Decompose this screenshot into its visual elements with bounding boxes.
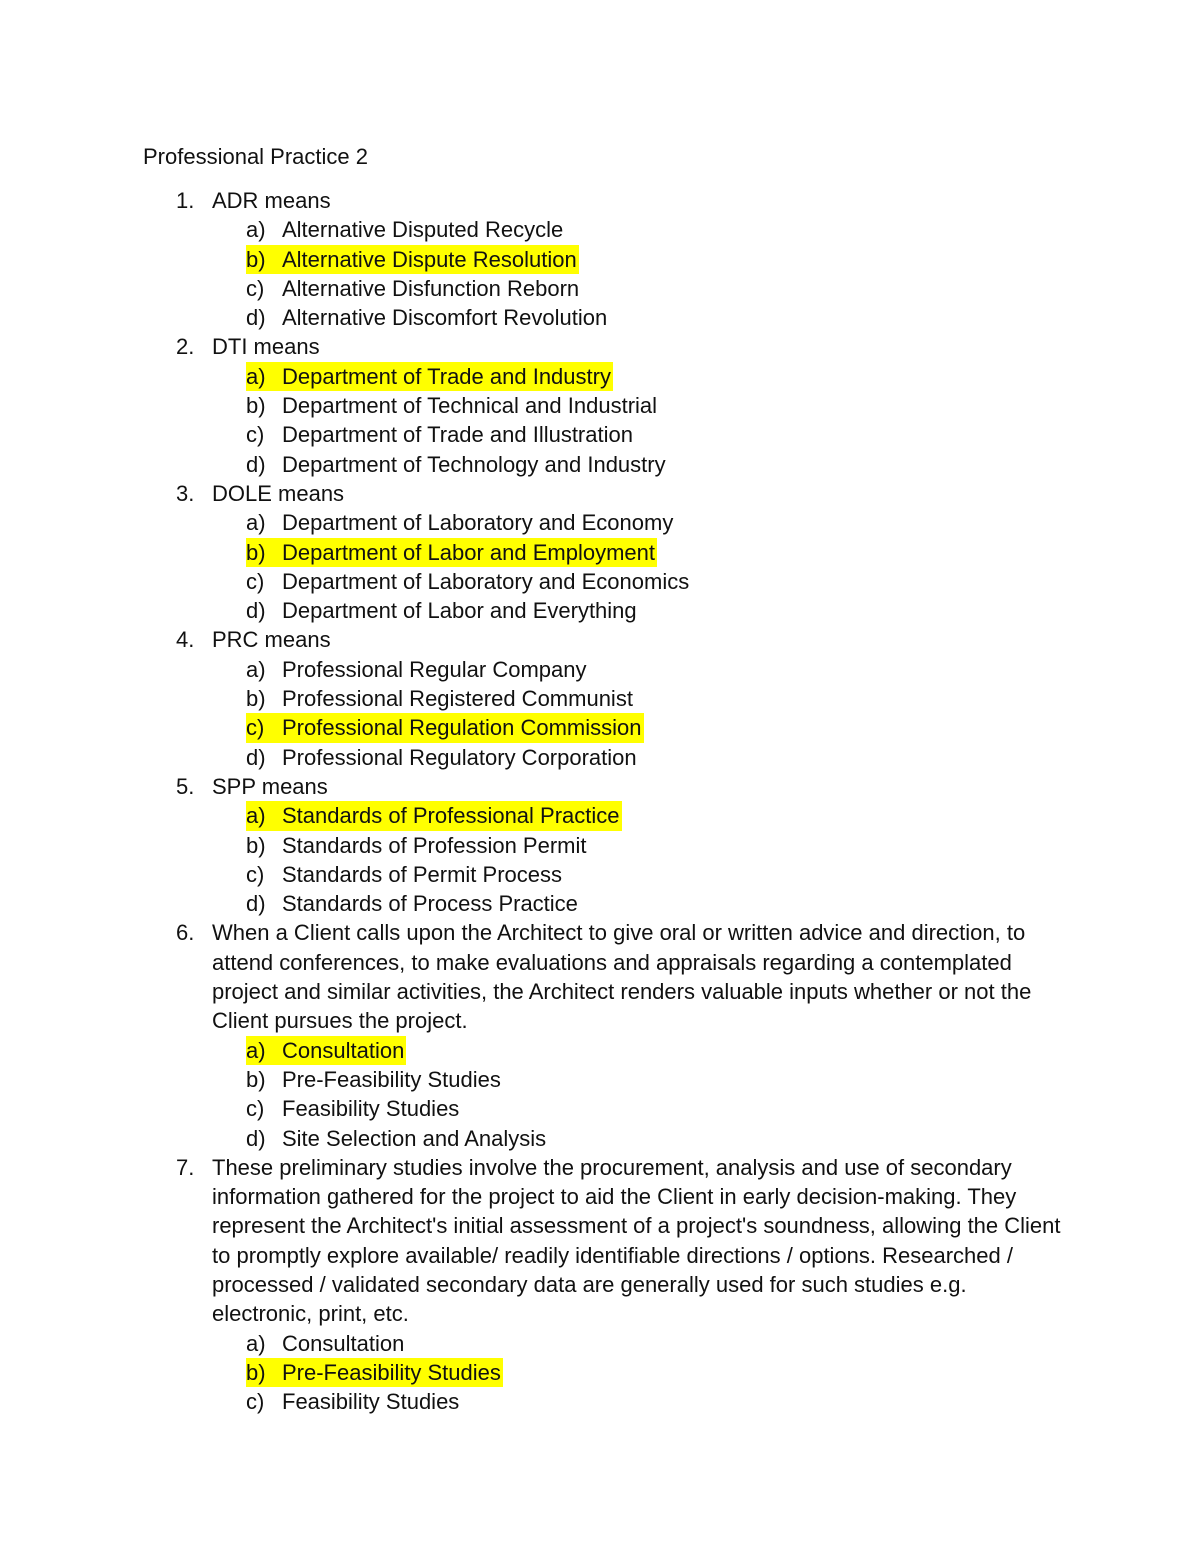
option-text: Alternative Dispute Resolution (282, 246, 577, 272)
option-text: Professional Regular Company (282, 656, 587, 682)
option-text: Alternative Disfunction Reborn (282, 275, 580, 301)
option-text: Standards of Professional Practice (282, 803, 620, 829)
option-text: Consultation (282, 1037, 405, 1063)
answer-option-highlighted (0, 1036, 1200, 1065)
question-stem-block (0, 1153, 1200, 1329)
question-stem: These preliminary studies involve the procurement, analysis and use of secondary information gathered for the project to aid the Client in early decision-making. They represent the Architect's initial assessment of a project's soundness, allowing the Client to promptly explore available/ readily identifiable directions / options. Researched / processed / validated secondary data are generally used for such studies e.g. electronic, print, etc. (212, 1154, 1061, 1327)
answer-option (0, 1094, 1200, 1123)
answer-option (0, 508, 1200, 537)
option-wrap (246, 1329, 406, 1358)
answer-option-highlighted (0, 1358, 1200, 1387)
option-list (0, 655, 1200, 772)
option-wrap (246, 655, 589, 684)
answer-option (0, 860, 1200, 889)
answer-option (0, 684, 1200, 713)
question-number: 5. (176, 773, 195, 799)
option-letter: a) (246, 510, 266, 536)
option-wrap (246, 245, 579, 274)
answer-option-highlighted (0, 801, 1200, 830)
option-wrap (246, 538, 657, 567)
option-wrap (246, 831, 588, 860)
question-number: 3. (176, 480, 195, 506)
answer-option (0, 1329, 1200, 1358)
option-letter: d) (246, 305, 266, 331)
option-letter: c) (246, 275, 265, 301)
option-letter: c) (246, 861, 265, 887)
option-wrap (246, 1065, 503, 1094)
question-stem-block (0, 918, 1200, 1035)
question-item (0, 918, 1200, 1152)
option-letter: a) (246, 803, 266, 829)
option-list (0, 1329, 1200, 1417)
question-stem-block (0, 186, 1200, 215)
option-letter: b) (246, 539, 266, 565)
option-text: Department of Trade and Illustration (282, 422, 633, 448)
question-item (0, 772, 1200, 918)
option-wrap (246, 860, 564, 889)
option-wrap (246, 684, 635, 713)
option-wrap (246, 450, 668, 479)
question-number: 7. (176, 1154, 195, 1180)
answer-option (0, 215, 1200, 244)
option-letter: b) (246, 832, 266, 858)
answer-option-highlighted (0, 538, 1200, 567)
option-text: Department of Laboratory and Economics (282, 568, 690, 594)
document-title: Professional Practice 2 (143, 144, 368, 169)
option-text: Feasibility Studies (282, 1389, 460, 1415)
question-stem: PRC means (212, 627, 331, 653)
option-text: Professional Regulation Commission (282, 715, 642, 741)
question-stem: DOLE means (212, 480, 345, 506)
question-stem: SPP means (212, 773, 328, 799)
answer-option-highlighted (0, 713, 1200, 742)
answer-option (0, 567, 1200, 596)
option-wrap (246, 1094, 461, 1123)
option-wrap (246, 713, 644, 742)
option-wrap (246, 1036, 406, 1065)
option-wrap (246, 274, 581, 303)
option-letter: a) (246, 656, 266, 682)
answer-option (0, 743, 1200, 772)
option-letter: b) (246, 246, 266, 272)
option-text: Standards of Profession Permit (282, 832, 587, 858)
option-wrap (246, 596, 639, 625)
option-letter: b) (246, 1066, 266, 1092)
question-item (0, 1153, 1200, 1417)
option-letter: b) (246, 1359, 266, 1385)
option-text: Alternative Discomfort Revolution (282, 305, 608, 331)
option-wrap (246, 743, 639, 772)
option-list (0, 801, 1200, 918)
answer-option-highlighted (0, 245, 1200, 274)
option-letter: a) (246, 1037, 266, 1063)
answer-option (0, 1065, 1200, 1094)
option-wrap (246, 1387, 461, 1416)
option-letter: d) (246, 598, 266, 624)
answer-option (0, 303, 1200, 332)
question-number: 4. (176, 627, 195, 653)
option-wrap (246, 567, 691, 596)
option-text: Pre-Feasibility Studies (282, 1359, 501, 1385)
answer-option (0, 831, 1200, 860)
option-wrap (246, 215, 565, 244)
answer-option (0, 1124, 1200, 1153)
option-wrap (246, 889, 580, 918)
option-letter: c) (246, 1389, 265, 1415)
question-stem-block (0, 772, 1200, 801)
option-text: Department of Labor and Employment (282, 539, 655, 565)
answer-option-highlighted (0, 362, 1200, 391)
option-text: Site Selection and Analysis (282, 1125, 547, 1151)
question-stem: DTI means (212, 334, 320, 360)
question-stem: When a Client calls upon the Architect to give oral or written advice and direction, to attend conferences, to make evaluations and appraisals regarding a contemplated project and similar activities, the Architect renders valuable inputs whether or not the Client pursues the project. (212, 920, 1032, 1034)
answer-option (0, 391, 1200, 420)
option-wrap (246, 1124, 548, 1153)
option-text: Alternative Disputed Recycle (282, 217, 564, 243)
question-stem-block (0, 479, 1200, 508)
option-list (0, 508, 1200, 625)
option-list (0, 1036, 1200, 1153)
question-item (0, 332, 1200, 478)
option-wrap (246, 801, 622, 830)
option-wrap (246, 362, 613, 391)
question-stem: ADR means (212, 188, 331, 213)
option-letter: c) (246, 715, 265, 741)
answer-option (0, 596, 1200, 625)
question-item (0, 186, 1200, 332)
question-list (0, 186, 1200, 1416)
option-letter: d) (246, 1125, 266, 1151)
answer-option (0, 274, 1200, 303)
option-letter: a) (246, 1330, 266, 1356)
question-item (0, 479, 1200, 625)
option-letter: c) (246, 568, 265, 594)
option-text: Department of Trade and Industry (282, 363, 611, 389)
option-list (0, 362, 1200, 479)
option-letter: c) (246, 1096, 265, 1122)
option-text: Department of Labor and Everything (282, 598, 637, 624)
option-wrap (246, 303, 609, 332)
option-letter: a) (246, 217, 266, 243)
option-text: Department of Laboratory and Economy (282, 510, 674, 536)
option-letter: d) (246, 451, 266, 477)
option-wrap (246, 391, 659, 420)
answer-option (0, 1387, 1200, 1416)
question-item (0, 625, 1200, 771)
option-text: Professional Regulatory Corporation (282, 744, 637, 770)
option-text: Department of Technology and Industry (282, 451, 666, 477)
answer-option (0, 655, 1200, 684)
option-wrap (246, 1358, 503, 1387)
question-stem-block (0, 332, 1200, 361)
option-letter: c) (246, 422, 265, 448)
option-text: Feasibility Studies (282, 1096, 460, 1122)
option-text: Professional Registered Communist (282, 686, 633, 712)
option-letter: a) (246, 363, 266, 389)
option-text: Consultation (282, 1330, 405, 1356)
question-number: 6. (176, 920, 195, 946)
question-stem-block (0, 625, 1200, 654)
answer-option (0, 450, 1200, 479)
option-letter: b) (246, 393, 266, 419)
option-wrap (246, 420, 635, 449)
option-wrap (246, 508, 675, 537)
question-number: 2. (176, 334, 195, 360)
option-letter: b) (246, 686, 266, 712)
option-text: Department of Technical and Industrial (282, 393, 658, 419)
option-text: Standards of Permit Process (282, 861, 563, 887)
option-text: Standards of Process Practice (282, 891, 578, 917)
answer-option (0, 889, 1200, 918)
option-letter: d) (246, 744, 266, 770)
question-number: 1. (176, 188, 195, 213)
option-list (0, 215, 1200, 332)
option-letter: d) (246, 891, 266, 917)
option-text: Pre-Feasibility Studies (282, 1066, 501, 1092)
answer-option (0, 420, 1200, 449)
